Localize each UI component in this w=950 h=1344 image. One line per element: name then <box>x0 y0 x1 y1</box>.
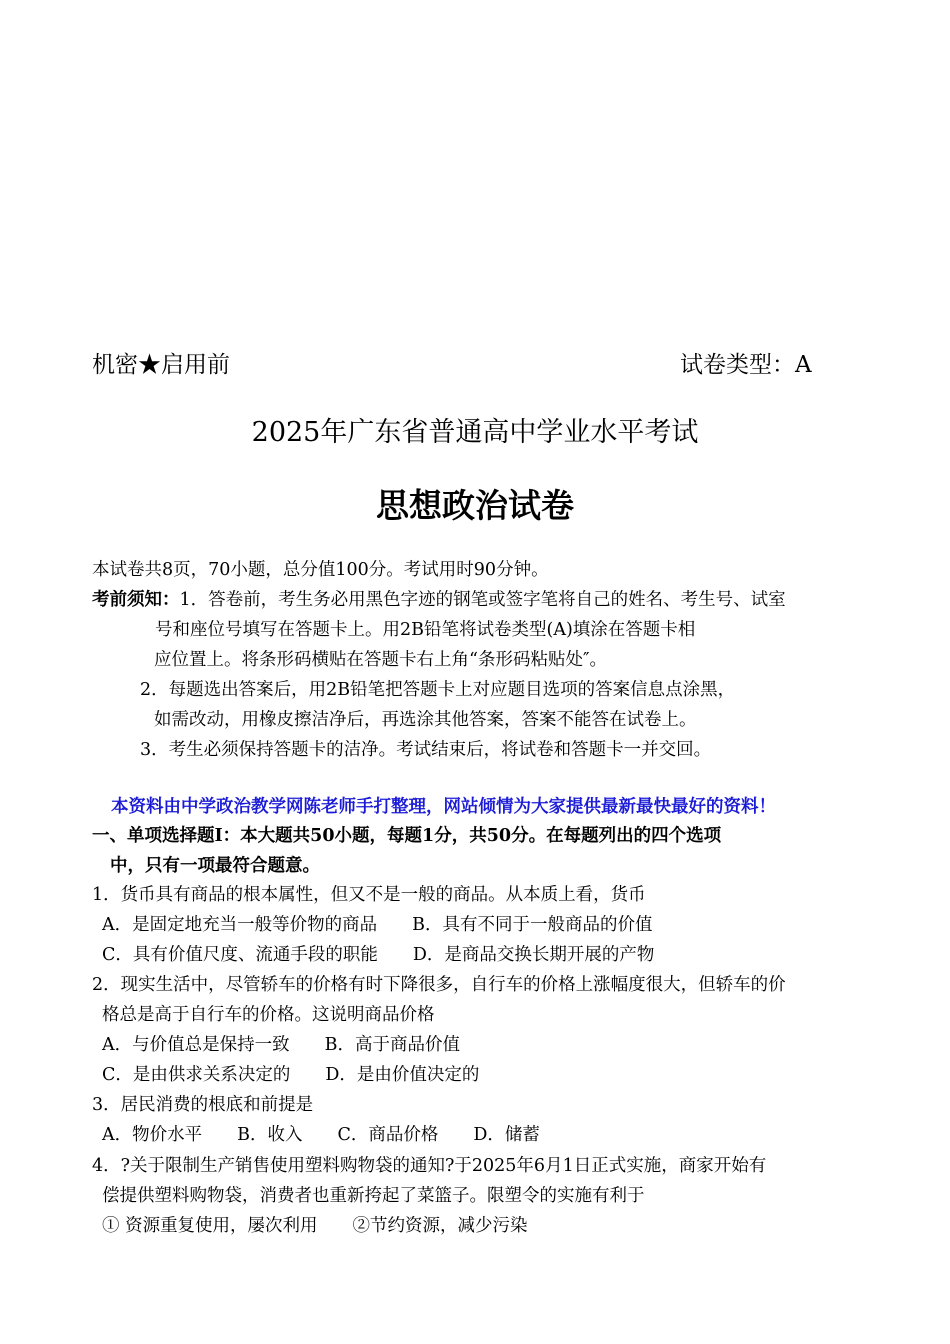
paper-type-label: 试卷类型：A <box>680 352 812 378</box>
q1-options-cd: C．具有价值尺度、流通手段的职能 D．是商品交换长期开展的产物 <box>102 945 655 965</box>
q3-stem: 3．居民消费的根底和前提是 <box>92 1095 314 1115</box>
section1-heading-line1: 一、单项选择题Ⅰ：本大题共50小题，每题1分，共50分。在每题列出的四个选项 <box>92 826 722 846</box>
notice-item2-line1: 2．每题选出答案后，用2B铅笔把答题卡上对应题目选项的答案信息点涂黑， <box>140 680 736 700</box>
q1-stem: 1．货币具有商品的根本属性，但又不是一般的商品。从本质上看，货币 <box>92 885 646 905</box>
q4-stem-line1: 4．?关于限制生产销售使用塑料购物袋的通知?于2025年6月1日正式实施，商家开始有 <box>92 1156 767 1176</box>
q2-stem-line2: 格总是高于自行车的价格。这说明商品价格 <box>102 1005 435 1025</box>
notice-item1-line3: 应位置上。将条形码横贴在答题卡右上角“条形码粘贴处″。 <box>154 650 607 670</box>
source-note: 本资料由中学政治教学网陈老师手打整理，网站倾情为大家提供最新最快最好的资料！ <box>111 797 776 817</box>
notice-label: 考前须知： <box>92 590 180 610</box>
q3-options: A．物价水平 B．收入 C．商品价格 D．储蓄 <box>102 1125 540 1145</box>
q4-options-line: ① 资源重复使用，屡次利用 ②节约资源，减少污染 <box>102 1216 528 1236</box>
notice-item2-line2: 如需改动，用橡皮擦洁净后，再选涂其他答案，答案不能答在试卷上。 <box>154 710 697 730</box>
subject-title: 思想政治试卷 <box>376 486 574 525</box>
notice-item1-line1 <box>92 586 786 611</box>
intro-line: 本试卷共8页，70小题，总分值100分。考试用时90分钟。 <box>92 560 549 580</box>
confidential-label: 机密★启用前 <box>92 352 230 378</box>
section1-heading-line2: 中，只有一项最符合题意。 <box>110 856 320 876</box>
notice-item1-text: 1．答卷前，考生务必用黑色字迹的钢笔或签字笔将自己的姓名、考生号、试室 <box>179 590 786 610</box>
exam-title: 2025年广东省普通高中学业水平考试 <box>251 417 699 448</box>
q4-stem-line2: 偿提供塑料购物袋，消费者也重新挎起了菜篮子。限塑令的实施有利于 <box>102 1186 645 1206</box>
q2-options-cd: C．是由供求关系决定的 D．是由价值决定的 <box>102 1065 480 1085</box>
notice-item1-line2: 号和座位号填写在答题卡上。用2B铅笔将试卷类型(A)填涂在答题卡相 <box>155 620 696 640</box>
q2-stem-line1: 2．现实生活中，尽管轿车的价格有时下降很多，自行车的价格上涨幅度很大，但轿车的价 <box>92 975 786 995</box>
q1-options-ab: A．是固定地充当一般等价物的商品 B．具有不同于一般商品的价值 <box>102 915 653 935</box>
notice-item3: 3．考生必须保持答题卡的洁净。考试结束后，将试卷和答题卡一并交回。 <box>140 740 712 760</box>
q2-options-ab: A．与价值总是保持一致 B．高于商品价值 <box>102 1035 460 1055</box>
